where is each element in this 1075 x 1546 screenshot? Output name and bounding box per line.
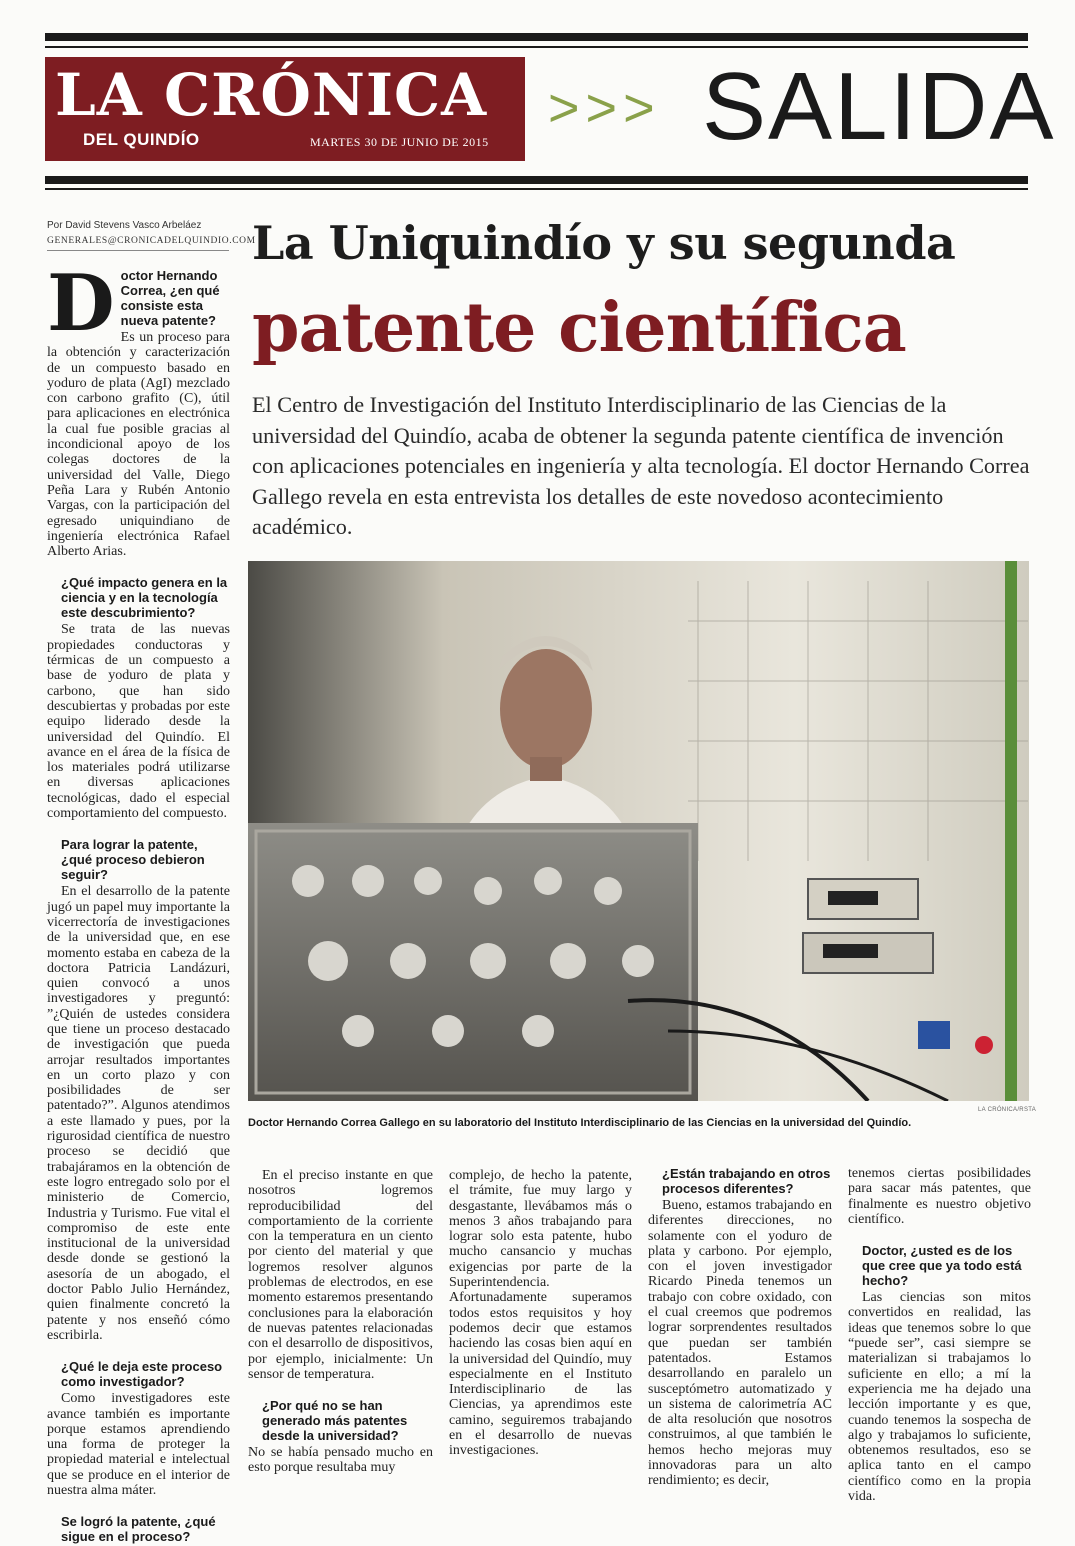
answer-7-continued: tenemos ciertas posibilidades para sacar más patentes, que finalmente es nuestro objetivo científico. [848,1166,1031,1227]
byline-email: GENERALES@CRONICADELQUINDIO.COM [47,236,256,246]
question-8: Doctor, ¿usted es de los que cree que ya todo está hecho? [862,1243,1022,1289]
article-column-5 [848,1166,1031,1504]
header-rule-bottom-thin [45,188,1028,190]
article-column-1 [47,258,230,1546]
masthead-logo [45,57,525,161]
answer-7: Bueno, estamos trabajando en diferentes direcciones, no solamente con el yoduro de plata y carbono. Por ejemplo, con el joven investigador Ricardo Pineda tenemos un trabajo con cobre oxidado, con el cual creemos que podremos lograr sorprendentes resultados que puedan ser también patentados. Estamos desarrollando en paralelo un susceptómetro automatizado y un sistema de calorimetría AC de alta resolución que nosotros construimos, al que también le hemos hecho mejoras muy innovadoras para un alto rendimiento; es decir, [648,1198,832,1489]
answer-1: Es un proceso para la obtención y caracterización de un compuesto basado en yoduro de plata (AgI) mezclado con carbono grafito (C), útil para aplicaciones en electrónica la cual fue posible gracias al incondicional apoyo de los colegas doctores de la universidad del Valle, Diego Peña Lara y Rubén Antonio Vargas, con la participación del egresado uniquindiano de ingeniería electrónica Rafael Alberto Arias. [47,330,230,560]
photo-caption: Doctor Hernando Correa Gallego en su laboratorio del Instituto Interdisciplinario de las Ciencias en la universidad del Quindío. [248,1117,912,1129]
photo-credit: LA CRÓNICA/RSTA [978,1107,1037,1113]
newspaper-name: LA CRÓNICA [55,61,488,129]
answer-5: En el preciso instante en que nosotros logremos reproducibilidad del comportamiento de la corriente con la temperatura en un ciento por ciento del material y que logremos resolver algunos problemas de electrodos, en ese momento estaremos presentando conclusiones para la elaboración de nuevas patentes relacionadas con el desarrollo de dispositivos, por ejemplo, inicialmente: Un sensor de temperatura. [248,1168,433,1382]
question-3: Para lograr la patente, ¿qué proceso debieron seguir? [61,837,205,883]
section-arrows-icon: >>> [548,78,661,138]
answer-6-continued: complejo, de hecho la patente, el trámite, fue muy largo y desgastante, llevábamos más o menos 3 años trabajando para lograr solo esta patente, hubo mucho cansancio y muchas exigencias por parte de la Superintendencia. Afortunadamente superamos todos estos requisitos y hoy podemos decir que estamos haciendo las cosas bien aquí en la universidad del Quindío, muy especialmente en el Instituto Interdisciplinario de las Ciencias, ya aprendimos este camino, seguiremos trabajando en el desarrollo de nuevas investigaciones. [449,1168,632,1459]
article-column-2 [248,1168,433,1476]
header-rule-top-thin [45,46,1028,48]
article-column-4 [648,1166,832,1489]
headline-line-1: La Uniquindío y su segunda [252,216,956,270]
byline-author: Por David Stevens Vasco Arbeláez [47,220,202,231]
answer-3: En el desarrollo de la patente jugó un papel muy importante la vicerrectoría de investigaciones de la universidad que, en ese momento estaba en cabeza de la doctora Patricia Landázuri, quien convocó a unos investigadores y preguntó: ”¿Quién de ustedes considera que tiene un proceso destacado de investigación que pueda arrojar resultados importantes en un corto plazo y con posibilidades de ser patentado?”. Algunos atendimos a este llamado y pues, por la rigurosidad científica de nuestro proceso se decidió que trabajáramos en la obtención de este logro entregado solo por el ministerio de Comercio, Industria y Turismo. Fue vital el compromiso de este ente institucional de la universidad desde donde se gestionó la asesoría de un abogado, el doctor Pablo Julio Hernández, quien finalmente concretó la patente y nos enseñó cómo escribirla. [47,884,230,1343]
headline-line-2: patente científica [252,288,906,368]
newspaper-subtitle: DEL QUINDÍO [83,130,200,149]
answer-2: Se trata de las nuevas propiedades conductoras y térmicas de un compuesto a base de yoduro de plata y carbono, que han sido descubiertas y probadas por este equipo liderado desde la universidad del Quindío. El avance en el área de la física de los materiales podrá utilizarse en diversas aplicaciones tecnológicas, dado el especial comportamiento del compuesto. [47,622,230,822]
answer-4: Como investigadores este avance también es importante porque estamos aprendiendo una forma de proteger la propiedad material e intelectual que se produce en el interior de nuestra alma máter. [47,1391,230,1498]
question-5: Se logró la patente, ¿qué sigue en el proceso? [61,1514,216,1545]
question-4: ¿Qué le deja este proceso como investigador? [61,1359,223,1390]
answer-8: Las ciencias son mitos convertidos en realidad, las ideas que tenemos sobre lo que “puede ser”, casi siempre se materializan si trabajamos lo suficiente en ello; a mí la experiencia me ha dejado una lección importante y es que, cuando tenemos la sospecha de algo y trabajamos lo suficiente, obtenemos resultados, eso se aplica tanto en el campo científico como en la propia vida. [848,1290,1031,1505]
question-1: octor Hernando Correa, ¿en qué consiste esta nueva patente? [120,268,220,328]
header-rule-top [45,33,1028,41]
question-2: ¿Qué impacto genera en la ciencia y en la tecnología este descubrimiento? [61,575,228,621]
lead-paragraph: El Centro de Investigación del Instituto Interdisciplinario de las Ciencias de la universidad del Quindío, acaba de obtener la segunda patente científica de invención con aplicaciones potenciales en ingeniería y alta tecnología. El doctor Hernando Correa Gallego revela en esta entrevista los detalles de este novedoso acontecimiento académico. [252,392,1030,539]
question-7: ¿Están trabajando en otros procesos diferentes? [662,1166,831,1196]
lab-photo [248,561,1029,1101]
header-rule-bottom [45,176,1028,184]
section-name: SALIDA [702,53,1056,160]
answer-6-start: No se había pensado mucho en esto porque resultaba muy [248,1445,433,1476]
article-column-3 [449,1168,632,1459]
drop-cap: D [47,258,115,349]
byline-divider [47,250,229,251]
lab-photo-illustration [248,561,1029,1101]
question-6: ¿Por qué no se han generado más patentes desde la universidad? [262,1398,408,1444]
issue-date: MARTES 30 DE JUNIO DE 2015 [310,135,489,149]
